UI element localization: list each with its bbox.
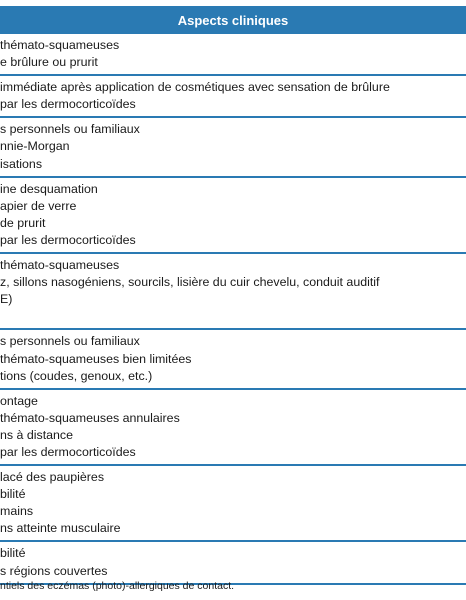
row-text-line: thémato-squameuses annulaires [0, 410, 180, 425]
row-text-line: s régions couvertes [0, 563, 108, 578]
table-row [0, 178, 466, 254]
row-text-line: E) [0, 292, 13, 307]
row-text-line: de prurit [0, 215, 46, 230]
table-header [0, 6, 466, 34]
row-text-line: z, sillons nasogéniens, sourcils, lisière du cuir chevelu, conduit auditif [0, 275, 380, 290]
row-text-line: bilité [0, 546, 26, 561]
table-row [0, 466, 466, 542]
table-row [0, 76, 466, 118]
table-row [0, 118, 466, 177]
row-text-line: nnie-Morgan [0, 139, 70, 154]
column-title: Aspects cliniques [177, 12, 289, 28]
row-text-line: immédiate après application de cosmétiques avec sensation de brûlure [0, 80, 390, 95]
table-body [0, 34, 466, 585]
row-text-line: s personnels ou familiaux [0, 334, 140, 349]
row-text-line: par les dermocorticoïdes [0, 97, 136, 112]
row-text-line: e brûlure ou prurit [0, 55, 98, 70]
table-row [0, 34, 466, 76]
row-text-line: lacé des paupières [0, 470, 105, 485]
row-text-line: bilité [0, 487, 26, 502]
row-text-line: par les dermocorticoïdes [0, 232, 136, 247]
row-text-line [0, 308, 466, 325]
table-row [0, 330, 466, 389]
table-row [0, 542, 466, 584]
table-footnote: ntiels des eczémas (photo)-allergiques de contact. [0, 580, 235, 592]
row-text-line: ontage [0, 393, 38, 408]
row-text-line: ns à distance [0, 427, 74, 442]
row-text-line: par les dermocorticoïdes [0, 444, 136, 459]
row-text-line: mains [0, 504, 34, 519]
row-text-line: tions (coudes, genoux, etc.) [0, 368, 153, 383]
table-row [0, 390, 466, 466]
row-text-line: thémato-squameuses [0, 38, 120, 52]
row-text-line: thémato-squameuses bien limitées [0, 351, 192, 366]
row-text-line: s personnels ou familiaux [0, 122, 140, 137]
row-text-line: isations [0, 156, 43, 171]
row-text-line: ine desquamation [0, 181, 98, 196]
row-text-line: apier de verre [0, 198, 77, 213]
row-text-line: ns atteinte musculaire [0, 521, 121, 536]
row-text-line: thémato-squameuses [0, 258, 120, 273]
table-row [0, 254, 466, 330]
